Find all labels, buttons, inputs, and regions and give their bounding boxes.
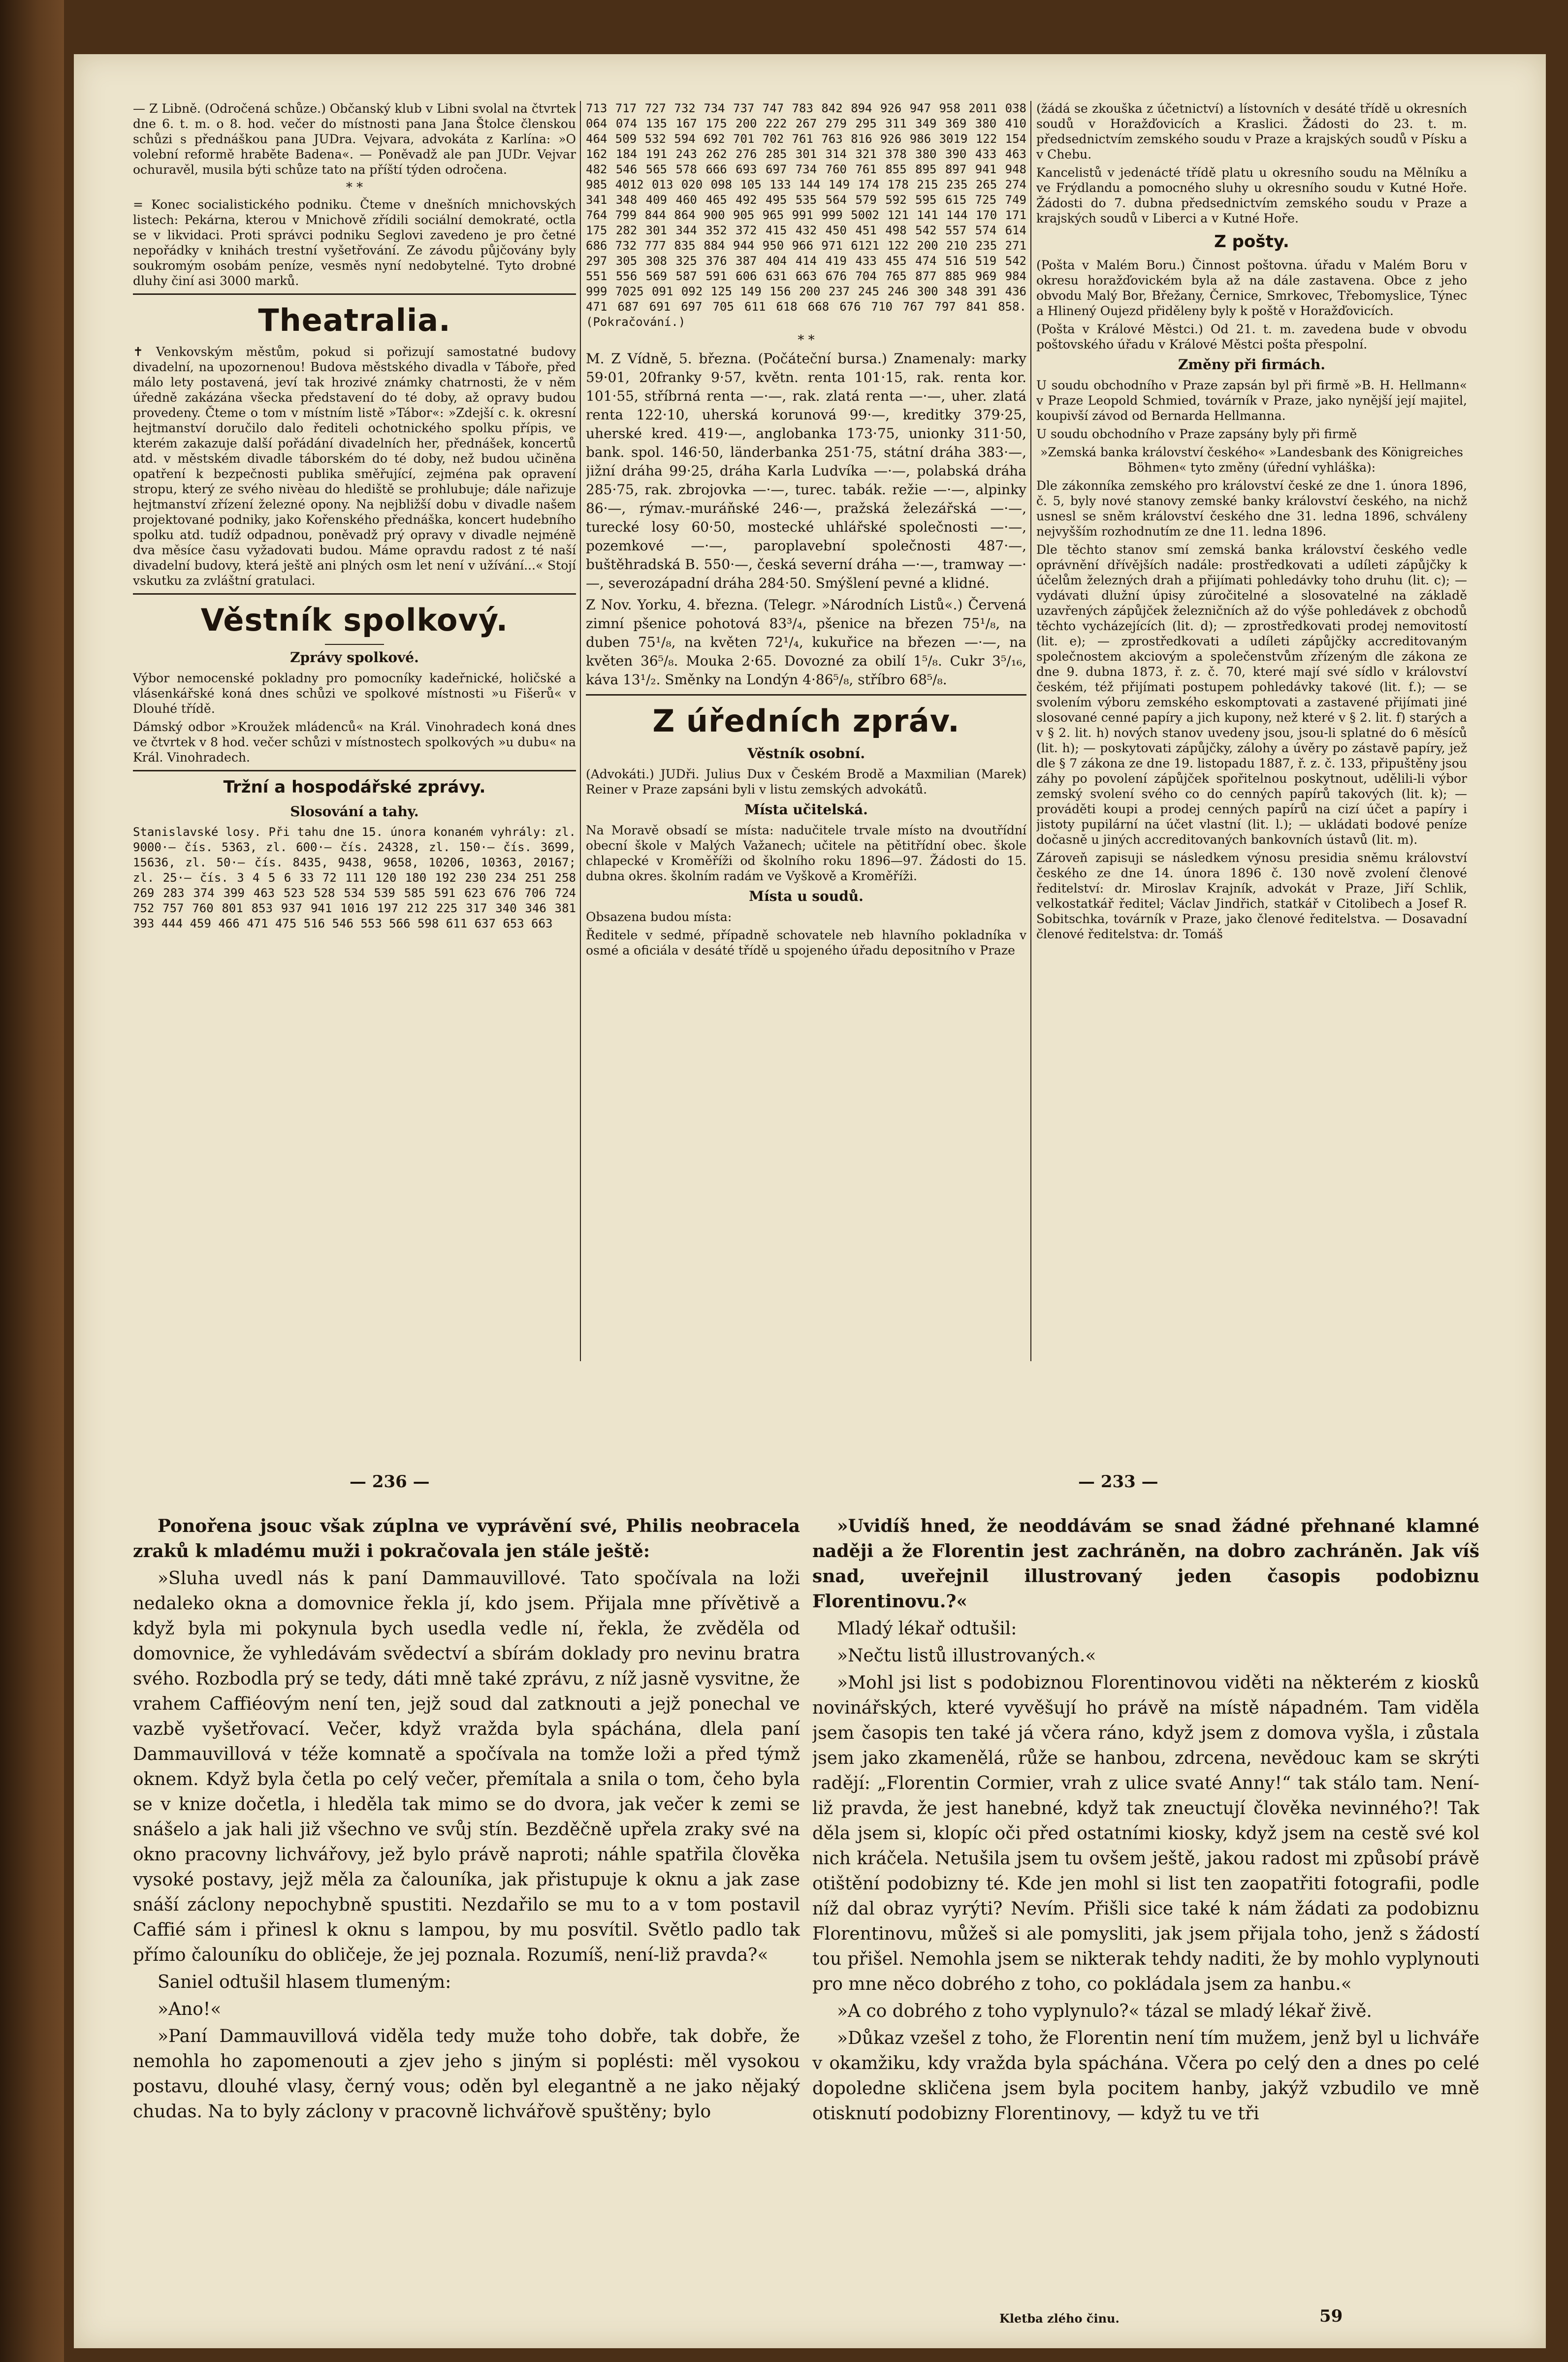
heading-mista-u-soudu: Místa u soudů. bbox=[749, 888, 864, 904]
lottery-number-list: 713 717 727 732 734 737 747 783 842 894 926 947 958 2011 038 064 074 135 167 175 200 222 267 279 295 311 349 369 380 410 464 509 532 594 692 701 702 761 763 816 926 986 3019 122 154 162 184 191 243 262 276 285 301 314 321 378 380 390 433 463 482 546 565 578 666 693 697 734 760 761 855 895 897 941 948 985 4012 013 020 098 105 133 144 149 174 178 215 235 265 274 341 348 409 460 465 492 495 535 564 579 592 595 615 725 749 764 799 844 864 900 905 965 991 999 5002 121 141 144 170 171 175 282 301 344 352 372 415 432 450 451 498 542 557 574 614 686 732 777 835 884 944 950 966 971 6121 122 200 210 235 271 297 305 308 325 376 387 404 414 419 433 455 474 516 519 542 551 556 569 587 591 606 631 663 676 704 765 877 885 969 984 999 7025 091 092 125 149 156 200 237 245 246 300 348 391 436 471 687 691 697 705 611 618 668 676 710 767 797 841 858. (Pokračování.) bbox=[586, 101, 1026, 329]
story-paragraph: Mladý lékař odtušil: bbox=[837, 1619, 1017, 1639]
page-number-right: — 233 — bbox=[1078, 1472, 1158, 1492]
divider bbox=[133, 593, 576, 595]
heading-theatralia: Theatralia. bbox=[258, 302, 451, 338]
article-zemska-banka: »Zemská banka království českého« »Landesbank des Königreiches Böhmen« tyto změny (úřední vyhláška): bbox=[1040, 445, 1463, 475]
article-vienna-bourse: M. Z Vídně, 5. března. (Počáteční bursa.) Znamenaly: marky 59·01, 20franky 9·57, květn. renta 101·15, rak. renta kor. 101·55, stříbrná renta —·—, rak. zlatá renta —·—, uher. zlatá renta 122·10, uherská korunová 99·—, kreditky 379·25, uherské kred. 419·—, anglobanka 173·75, unionky 311·50, bank. spol. 146·50, länderbanka 251·75, státní dráha 383·—, jižní dráha 99·25, dráha Karla Ludvíka —·—, polabská dráha 285·75, rak. zbrojovka —·—, turec. tabák. režie —·—, alpinky 86·—, rýmav.-muráňské 246·—, pražská železářská —·—, turecké losy 60·50, mostecké uhlářské společnosti —·—, pozemkové —·—, paroplavební společnosti 487·—, buštěhradská B. 550·—, česká severní dráha —·—, tramway —·—, severozápadní dráha 284·50. Smýšlení pevné a klidné. bbox=[586, 351, 1026, 591]
article-posta-maly-bor: (Pošta v Malém Boru.) Činnost poštovna. úřadu v Malém Boru v okresu horažďovickém byla až na dále zastavena. Obce z jeho obvodu Malý Bor, Břežany, Černice, Smrkovec, Třebomyslice, Týnec a Hlinený Oujezd přiděleny byly k poště v Horažďovicích. bbox=[1036, 258, 1467, 318]
heading-trzni-zpravy: Tržní a hospodářské zprávy. bbox=[223, 777, 486, 797]
article-vybor: Výbor nemocenské pokladny pro pomocníky kadeřnické, holičské a vlásenkářské koná dnes schůzi ve spolkové místnosti »u Fišerů« v Dlouhé třídě. bbox=[133, 671, 576, 716]
story-paragraph: »Paní Dammauvillová viděla tedy muže toho dobře, tak dobře, že nemohla ho zapomenouti a zjev jeho s jiným si poplésti: měl vysokou postavu, dlouhé vlasy, černý vous; oděn byl elegantně a ne jako nějaký chudas. Na to byly záclony v pracovně lichvářově spuštěny; bylo bbox=[133, 2026, 800, 2122]
divider bbox=[133, 770, 576, 771]
heading-zmeny-firmach: Změny při firmách. bbox=[1178, 356, 1325, 373]
heading-z-posty: Z pošty. bbox=[1214, 232, 1289, 252]
story-paragraph: Saniel odtušil hlasem tlumeným: bbox=[158, 1972, 451, 1992]
divider bbox=[133, 293, 576, 295]
story-paragraph: »A co dobrého z toho vyplynulo?« tázal se mladý lékař živě. bbox=[837, 2001, 1372, 2021]
article-advokati: (Advokáti.) JUDři. Julius Dux v Českém Brodě a Maxmilian (Marek) Reiner v Praze zapsáni byli v listu zemských advokátů. bbox=[586, 767, 1026, 797]
story-paragraph: »Uvidíš hned, že neoddávám se snad žádné přehnané klamné naději a že Florentin jest zachráněn, na dobro zachráněn. Jak víš snad, uveřejnil illustrovaný jeden časopis podobiznu Florentinovu.?« bbox=[812, 1516, 1479, 1612]
article-posta-kralove-mestec: (Pošta v Králové Městci.) Od 21. t. m. zavedena bude v obvodu poštovského úřadu v Králové Městci pošta přespolní. bbox=[1036, 322, 1467, 351]
story-paragraph: »Nečtu listů illustrovaných.« bbox=[837, 1646, 1096, 1666]
column-rule bbox=[580, 101, 581, 1361]
story-paragraph: »Mohl jsi list s podobiznou Florentinovou viděti na některém z kiosků novinářských, které vyvěšují ho právě na místě nápadném. Tam viděla jsem časopis ten také já včera ráno, když jsem z domova vyšla, i zůstala jsem jako zkamenělá, růže se hanbou, zdrcena, nevědouc kam se skrýti radějí: „Florentin Cormier, vrah z ulice svaté Anny!“ tak stálo tam. Není-liž pravda, že jest hanebné, když tak zneuctují člověka nevinného?! Tak děla jsem si, klopíc oči před ostatními kiosky, když jsem na cestě své kol nich kráčela. Netušila jsem tu ovšem ještě, jakou radost mi způsobí právě otištění podobizny té. Kde jen mohl si list ten zaopatřiti fotografii, podle níž dal obraz vyrýti? Nevím. Přišli sice také k nám žádati za podobiznu Florentinovu, můžeš si ale pomysliti, jak jsem přijala toho, jenž s žádostí tou přišel. Nemohla jsem se nikterak tehdy naditi, že by mohlo vyplynouti pro mne něco dobrého z toho, co pokládala jsem za hanbu.« bbox=[812, 1673, 1479, 1994]
column-right bbox=[1036, 101, 1467, 945]
heading-mista-ucitelska: Místa učitelská. bbox=[744, 801, 868, 818]
heading-vestnik-spolkovy: Věstník spolkový. bbox=[200, 602, 509, 638]
article-damsky-odbor: Dámský odbor »Kroužek mládenců« na Král. Vinohradech koná dnes ve čtvrtek v 8 hod. večer schůzi v místnostech spolkových »u dubu« na Král. Vinohradech. bbox=[133, 720, 576, 765]
divider bbox=[586, 694, 1026, 696]
article-zkouska: (žádá se zkouška z účetnictví) a lístovních v desáté třídě u okresních soudů v Horažďovicích a Kraslici. Žádosti do 23. t. m. předsednictvím zemského soudu v Praze a krajských soudů v Písku a v Chebu. bbox=[1036, 101, 1467, 161]
article-libne: — Z Libně. (Odročená schůze.) Občanský klub v Libni svolal na čtvrtek dne 6. t. m. o 8. hod. večer do místnosti pana Jana Štolce členskou schůzi s přednáškou pana JUDra. Vejvara, advokáta z Karlína: »O volební reformě hraběte Badena«. — Poněvadž ale pan JUDr. Vejvar ochuravěl, musila býti schůze tato na příští týden odročena. bbox=[133, 101, 576, 177]
lottery-results: Stanislavské losy. Při tahu dne 15. února konaném vyhrály: zl. 9000·— čís. 5363, zl. 600·— čís. 24328, zl. 150·— čís. 3699, 15636, zl. 50·— čís. 8435, 9438, 9658, 10206, 10363, 20167; zl. 25·— čís. 3 4 5 6 33 72 111 120 180 192 230 234 251 258 269 283 374 399 463 523 528 534 539 585 591 623 676 706 724 752 757 760 801 853 937 941 1016 197 212 225 317 340 346 381 393 444 459 466 471 475 516 546 553 566 598 611 637 653 663 bbox=[133, 825, 576, 930]
article-theatralia: ✝ Venkovským městům, pokud si pořizují samostatné budovy divadelní, na upozornenou! Budova městského divadla v Táboře, před málo lety postavená, jeví tak hrozivé známky chatrnosti, že v něm úředně zakázána všecka představení do té doby, až opravy budou provedeny. Čteme o tom v místním listě »Tábor«: »Zdejší c. k. okresní hejtmanství doručilo dalo řediteli ochotnického spolku přípis, ve kterém zakazuje další pořádání divadelních her, přednášek, koncertů atd. v městském divadle táborském do té doby, než budou učiněna opatření k bezpečnosti publika směřující, zejména pak opravení stropu, který ze svého nivèau do hlediště se prohlubuje; dále nařizuje hejtmanství zřízení železné opony. Na nejbližší dobu v divadle našem projektované podniky, jako Kořenského přednáška, koncert hudebního spolku atd. tudíž odpadnou, poněvadž prý opravy v divadle nejméně dva měsíce času vyžadovati budou. Máme opravdu radost z té naší divadelní budovy, která ještě ani plných osm let není v užívání...« Stojí vskutku za zvláštní gratulaci. bbox=[133, 345, 576, 588]
heading-zpravy-spolkove: Zprávy spolkové. bbox=[290, 649, 419, 666]
story-paragraph: »Ano!« bbox=[158, 1999, 222, 2019]
short-divider bbox=[325, 644, 384, 645]
section-stars: * * bbox=[798, 333, 815, 348]
page-number-left: — 236 — bbox=[350, 1472, 430, 1492]
column-left bbox=[133, 101, 576, 934]
heading-uredni-zpravy: Z úředních zpráv. bbox=[652, 703, 960, 739]
column-middle bbox=[586, 101, 1026, 961]
article-socialist: = Konec socialistického podniku. Čteme v dnešních mnichovských listech: Pekárna, kterou v Mnichově zřídili sociální demokraté, octla se v likvidaci. Proti správci podniku Seglovi zavedeno je pro četné nepořádky v knihách trestní vyšetřování. Ze závodu půjčovány byly soukromým osobám peníze, vesměs nyní nedobytelné. Tyto drobné dluhy činí asi 3000 marků. bbox=[133, 197, 576, 288]
folio-number: 59 bbox=[1319, 2306, 1343, 2326]
heading-vestnik-osobni: Věstník osobní. bbox=[747, 745, 865, 762]
column-rule bbox=[1030, 101, 1031, 1361]
book-spine bbox=[0, 0, 64, 2362]
article-zaroven: Zároveň zapisuji se následkem výnosu presidia sněmu království českého ze dne 14. února 1896 č. 130 nově zvolení členové ředitelství: dr. Miroslav Krajník, advokát v Praze, Jiří Schlik, velkostatkář ředitel; Václav Jindřich, statkář v Citolibech a Josef R. Sobitschka, továrník v Praze, jako členové ředitelstva. — Dosavadní členové ředitelstva: dr. Tomáš bbox=[1036, 851, 1467, 941]
scanned-page bbox=[74, 54, 1546, 2348]
article-soud-intro: Obsazena budou místa: bbox=[586, 910, 732, 924]
section-stars: * * bbox=[346, 180, 363, 195]
story-paragraph: »Důkaz vzešel z toho, že Florentin není tím mužem, jenž byl u lichváře v okamžiku, kdy vražda byla spáchána. Včera po celý den a dnes po celé dopoledne skličena jsem byla pocitem hanby, jakýž vzbudilo ve mně otisknutí podobizny Florentinovy, — když tu ve tři bbox=[812, 2028, 1479, 2124]
story-paragraph: »Sluha uvedl nás k paní Dammauvillové. Tato spočívala na loži nedaleko okna a domovnice řekla jí, kdo jsem. Přijala mne přívětivě a když byla mi pokynula bych usedla vedle ní, řekla, že zvěděla od domovnice, že vyhledávám svědectví a sbírám doklady pro nevinu bratra svého. Rozbodla prý se tedy, dáti mně také zprávu, z níž jasně vysvitne, že vrahem Caffiéovým není ten, jejž soud dal zatknouti a jejž ponechal ve vazbě vyšetřovací. Večer, když vražda byla spáchána, dlela paní Dammauvillová v téže komnatě a spočívala na tomže loži a před týmž oknem. Když byla četla po celý večer, přemítala a snila o tom, čeho byla se v knize dočetla, i hleděla tak mimo se do dvora, jak večer k zemi se snášelo a jak hali již všechno ve svůj stín. Bezděčně upřela zraky své na okno pracovny lichvářovy, jež bylo právě naproti; náhle spatřila člověka vysoké postavy, jejž měla za čalouníka, jak přistupuje k oknu a jak zase snáší záclony nepochybně spustiti. Nezdařilo se mu to a v tom postavil Caffié sám i přinesl k oknu s lampou, by mu posvítil. Světlo padlo tak přímo čalouníku do obličeje, že jej poznala. Rozumíš, není-liž pravda?« bbox=[133, 1568, 800, 1965]
story-page-left bbox=[133, 1514, 800, 2321]
heading-slosovani: Slosování a tahy. bbox=[290, 803, 419, 820]
article-zakonik: Dle zákonníka zemského pro království české ze dne 1. února 1896, č. 5, byly nové stanovy zemské banky království českého, na nichž usnesl se sněm království českého dne 31. ledna 1896, schváleny nejvyšším rozhodnutím ze dne 11. ledna 1896. bbox=[1036, 479, 1467, 539]
article-hellmann: U soudu obchodního v Praze zapsán byl při firmě »B. H. Hellmann« v Praze Leopold Schmied, továrník v Praze, jako nynější její majitel, koupivší závod od Bernarda Hellmanna. bbox=[1036, 378, 1467, 423]
story-page-right bbox=[812, 1514, 1479, 2321]
running-footer-title: Kletba zlého činu. bbox=[999, 2311, 1120, 2326]
article-kancelistu: Kancelistů v jedenácté třídě platu u okresního soudu na Mělníku a ve Frýdlandu a pomocného sluhy u okresního soudu v Kutné Hoře. Žádosti do 7. dubna předsednictvím zemského soudu v Praze a krajských soudů v Liberci a v Kutné Hoře. bbox=[1036, 165, 1467, 225]
article-reditele: Ředitele v sedmé, případně schovatele neb hlavního pokladníka v osmé a oficiála v desáté třídě u spojeného úřadu depositního v Praze bbox=[586, 928, 1026, 958]
article-morava: Na Moravě obsadí se místa: nadučitele trvale místo na dvoutřídní obecní škole v Malých Važanech; učitele na pětitřídní obec. škole chlapecké v Kroměříži od školního roku 1896—97. Žádosti do 15. dubna okres. školním radám ve Vyškově a Kroměříži. bbox=[586, 823, 1026, 883]
article-firma-intro: U soudu obchodního v Praze zapsány byly při firmě bbox=[1036, 427, 1357, 441]
story-paragraph: Ponořena jsouc však zúplna ve vyprávění své, Philis neobracela zraků k mladému muži i pokračovala jen stále ještě: bbox=[133, 1516, 800, 1562]
article-new-york: Z Nov. Yorku, 4. března. (Telegr. »Národních Listů«.) Červená zimní pšenice pohotová 83³/₄, pšenice na březen 75¹/₈, na duben 75¹/₈, na květen 72¹/₄, kukuřice na březen —·—, na květen 36⁵/₈. Mouka 2·65. Dovozné za obilí 1⁵/₈. Cukr 3⁵/₁₆, káva 13¹/₂. Směnky na Londýn 4·86⁵/₈, stříbro 68⁵/₈. bbox=[586, 597, 1026, 688]
article-stanovy: Dle těchto stanov smí zemská banka království českého vedle oprávnění dřívějších nadále: prostředkovati a udíleti zápůjčky k účelům železných drah a přijímati pohledávky toho druhu (lit. c); — vydávati dlužní úpisy zúročitelné a slosovatelné na základě uzavřených zápůjček železničních až do výše pohledávek z obchodů těchto vycházejících (lit. d); — zprostředkovati prodej nemovitostí (lit. e); — zprostředkovati a udíleti zápůjčky accreditovaným společnostem akciovým a společenstvům zřízeným dle zákona ze dne 9. dubna 1873, ř. z. č. 70, které mají své sídlo v království českém, též přijímati postupem pohledávky takové (lit. f.); — se svolením výboru zemského eskomptovati a zastavené přijímati jiné slosované cenné papíry a jich kupony, než které v § 2. lit. f) starých a v § 2. lit. h) nových stanov uvedeny jsou, jsou-li splatné do 6 měsíců (lit. h); — poskytovati zápůjčky, zálohy a úvěry po zástavě papíry, jež dle § 7 zákona ze dne 19. listopadu 1887, ř. z. č. 133, připuštěny jsou záhy po povolení zápůjček spořitelnou poskytnout, udělili-li výbor zemský svolení svého co do cenných papírů takových (lit. k); — prováděti koupi a prodej cenných papírů na cizí účet a papíry i jistoty pupilární na účet vlastní (lit. l.); — ukládati bodové peníze dočasně u jiných accreditovaných bankovních ústavů (lit. m). bbox=[1036, 543, 1467, 847]
